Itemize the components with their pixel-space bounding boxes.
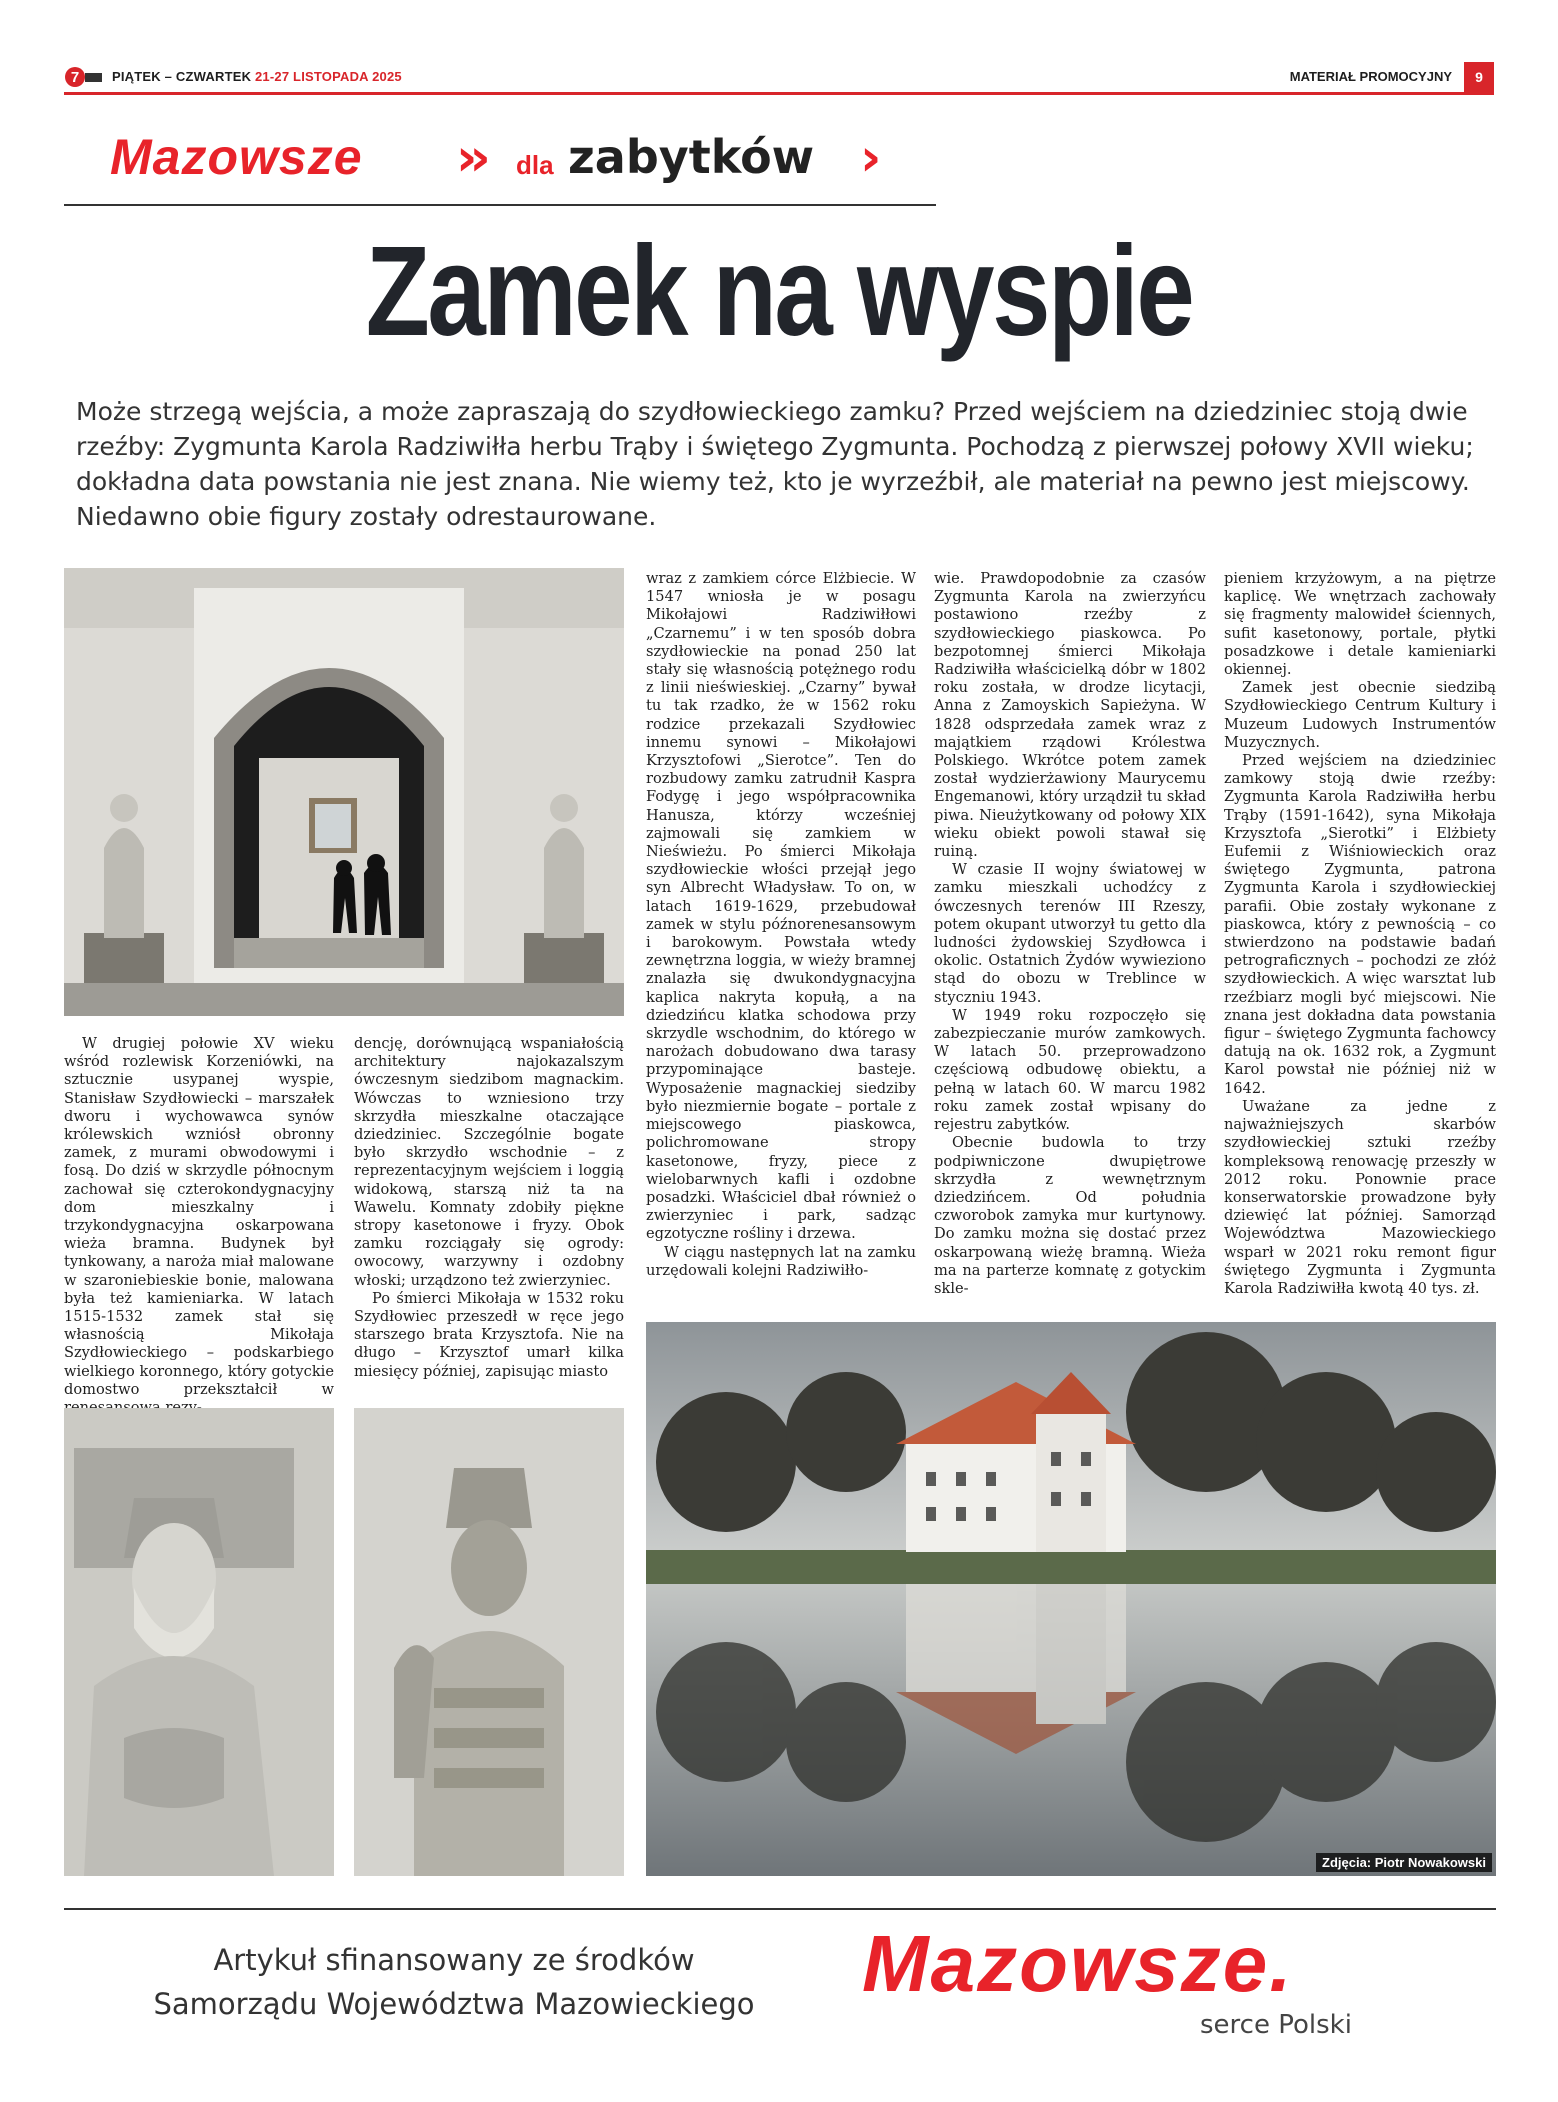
paragraph: pieniem krzyżowym, a na piętrze kaplicę. We wnętrzach zachowały się fragmenty malowideł ściennych, sufit kasetonowy, portale, płytki posadzkowe i detale kamieniarki okiennej.: [1224, 570, 1496, 679]
paragraph: Przed wejściem na dziedziniec zamkowy stoją dwie rzeźby: Zygmunta Karola Radziwiłła herbu Trąby (1591-1642), syna Mikołaja Krzysztofa „Sierotki” i Elżbiety Eufemii z Wiśniowieckich oraz świętego Zygmunta, patrona Zygmunta Karola i szydłowieckiej parafii. Obie zostały wykonane z piaskowca, który z pewnością – co stwierdzono na podstawie badań petrograficznych – pochodzi ze złóż szydłowieckich. A więc warsztat lub rzeźbiarz mogli być miejscowi. Nie znana jest dokładna data powstania figur – świętego Zygmunta fachowcy datują na ok. 1632 rok, a Zygmunt Karol powstał nie później niż w 1642.: [1224, 752, 1496, 1097]
banner-dla: dla: [516, 150, 554, 180]
issue-date: [112, 69, 402, 84]
paragraph: W czasie II wojny światowej w zamku mieszkali uchodźcy z ówczesnych terenów III Rzeszy, potem okupant utworzył tu getto dla ludności żydowskiej Szydłowca i okolic. Ostatnich Żydów wywieziono stąd do obozu w Treblince w styczniu 1943.: [934, 861, 1206, 1006]
article-column-2: [354, 1035, 624, 1381]
paragraph: Obecnie budowla to trzy podpiwniczone dwupiętrowe skrzydła z wewnętrznym dziedzińcem. Od południa czworobok zamyka mur kurtynowy. Do zamku można się dostać przez oskarpowaną wieżę bramną. Wieża ma na parterze komnatę z gotyckim skle-: [934, 1134, 1206, 1297]
paragraph: Uważane za jedne z najważniejszych skarbów szydłowieckiej sztuki rzeźby kompleksową renowację przeszły w 2012 roku. Ponownie prace konserwatorskie prowadzone były dziewięć lat później. Samorząd Województwa Mazowieckiego wsparł w 2021 roku remont figur świętego Zygmunta i Zygmunta Karola Radziwiłła kwotą 40 tys. zł.: [1224, 1097, 1496, 1297]
funding-line-2: Samorządu Województwa Mazowieckiego: [153, 1987, 755, 2021]
statue-radziwill-photo: [64, 1408, 334, 1876]
gate-statues-photo: [64, 568, 624, 1016]
paragraph: Zamek jest obecnie siedzibą Szydłowieckiego Centrum Kultury i Muzeum Ludowych Instrumentów Muzycznych.: [1224, 679, 1496, 751]
paragraph: Po śmierci Mikołaja w 1532 roku Szydłowiec przeszedł w ręce jego starszego brata Krzysztofa. Nie na długo – Krzysztof umarł kilka miesięcy później, zapisując miasto: [354, 1289, 624, 1380]
paragraph: wie. Prawdopodobnie za czasów Zygmunta Karola na zwierzyńcu postawiono rzeźby z szydłowieckiego piaskowca. Po bezpotomnej śmierci Mikołaja Radziwiłła właścicielką dóbr w 1802 roku została, w drodze licytacji, Anna z Zamoyskich Sapieżyna. W 1828 odsprzedała zamek wraz z majątkiem rządowi Królestwa Polskiego. Wkrótce potem zamek został wydzierżawiony Maurycemu Engemanowi, który urządził tu skład piwa. Nieużytkowany od połowy XIX wieku obiekt powoli stawał się ruiną.: [934, 570, 1206, 861]
banner-brand: Mazowsze: [110, 129, 363, 185]
statue-saint-zygmunt-photo: [354, 1408, 624, 1876]
paragraph: wraz z zamkiem córce Elżbiecie. W 1547 wniosła je w posagu Mikołajowi Radziwiłłowi „Czarnemu” i w ten sposób dobra szydłowieckie na ponad 250 lat stały się własnością potężnego rodu z linii nieświeskiej. „Czarny” bywał tu tak rzadko, że w 1562 roku rodzice przekazali Szydłowiec innemu synowi – Mikołajowi Krzysztofowi „Sierotce”. Ten do rozbudowy zamku zatrudnił Kaspra Fodygę i jego współpracownika Hanusza, którzy wcześniej zajmowali się zamkiem w Nieświeżu. Po śmierci Mikołaja szydłowieckie włości przejął jego syn Albrecht Władysław. To on, w latach 1619-1629, przebudował zamek w stylu późnorenesansowym i barokowym. Powstała wtedy zewnętrzna loggia, w wieży bramnej znalazła się dwukondygnacyjna kaplica nakryta kopułą, a na dziedzińcu klatka schodowa przy skrzydle wschodnim, do którego w narożach dobudowano dwa tarasy przypominające basteje. Wyposażenie magnackiej siedziby było niezmiernie bogate – portale z miejscowego piaskowca, polichromowane stropy kasetonowe, fryzy, piece z wielobarwnych kafli i ozdobne posadzki. Właściciel dbał również o zwierzyniec i park, sadząc egzotyczne rośliny i drzewa.: [646, 570, 916, 1243]
issue-date-range: 21-27 LISTOPADA 2025: [255, 69, 402, 84]
page-number: 9: [1464, 62, 1494, 92]
article-column-4: [934, 570, 1206, 1298]
page-header: [64, 66, 1494, 95]
photo-credit: Zdjęcia: Piotr Nowakowski: [1316, 1853, 1492, 1872]
newspaper-logo-icon: [64, 66, 104, 88]
article-column-3: [646, 570, 916, 1280]
banner-chevrons-icon: ››: [456, 128, 483, 188]
issue-days: PIĄTEK – CZWARTEK: [112, 69, 252, 84]
banner-title: zabytków: [568, 130, 815, 184]
article-headline: Zamek na wyspie: [365, 220, 1193, 363]
banner-end-chevron-icon: ›: [860, 128, 882, 188]
paragraph: W 1949 roku rozpoczęło się zabezpieczanie murów zamkowych. W latach 50. przeprowadzono częściową odbudowę obiektu, a pełną w latach 60. W marcu 1982 roku zamek został wpisany do rejestru zabytków.: [934, 1006, 1206, 1134]
article-lead: Może strzegą wejścia, a może zapraszają do szydłowieckiego zamku? Przed wejściem na dziedziniec stoją dwie rzeźby: Zygmunta Karola Radziwiłła herbu Trąby i świętego Zygmunta. Pochodzą z pierwszej połowy XVII wieku; dokładna data powstania nie jest znana. Nie wiemy też, kto je wyrzeźbił, ale materiał na pewno jest miejscowy. Niedawno obie figury zostały odrestaurowane.: [76, 397, 1474, 531]
section-label: MATERIAŁ PROMOCYJNY: [1289, 69, 1452, 84]
paragraph: dencję, dorównującą wspaniałością architektury najokazalszym ówczesnym siedzibom magnackim. Wówczas to wzniesiono trzy skrzydła mieszkalne otaczające dziedziniec. Szczególnie bogate było skrzydło wschodnie – z reprezentacyjnym wejściem i loggią widokową, starszą niż ta na Wawelu. Komnaty zdobiły piękne stropy kasetonowe i fryzy. Obok zamku rozciągały się ogrody: owocowy, warzywny i ozdobny włoski; urządzono też zwierzyniec.: [354, 1035, 624, 1289]
article-column-1: [64, 1035, 334, 1417]
paragraph: W ciągu następnych lat na zamku urzędowali kolejni Radziwiłło-: [646, 1243, 916, 1279]
funding-note: [104, 1938, 804, 2026]
svg-text:7: 7: [70, 69, 80, 86]
funding-line-1: Artykuł sfinansowany ze środków: [213, 1943, 695, 1977]
mazowsze-tagline: serce Polski: [1200, 2010, 1352, 2040]
series-banner: [64, 120, 936, 206]
paragraph: W drugiej połowie XV wieku wśród rozlewisk Korzeniówki, na sztucznie usypanej wyspie, Stanisław Szydłowiecki – marszałek dworu i wychowawca synów królewskich wzniósł obronny zamek, z murami obwodowymi i fosą. Do dziś w skrzydle północnym zachował się czterokondygnacyjny dom mieszkalny i trzykondygnacyjna oskarpowana wieża bramna. Budynek był tynkowany, a naroża miał malowane w szaroniebieskie bonie, malowana była też kamieniarka. W latach 1515-1532 zamek stał się własnością Mikołaja Szydłowieckiego – podskarbiego wielkiego koronnego, który gotyckie domostwo przekształcił w: [64, 1035, 334, 1398]
article-column-5: [1224, 570, 1496, 1298]
castle-reflection-photo: [646, 1322, 1496, 1876]
footer-divider: [64, 1908, 1496, 1910]
mazowsze-logo: Mazowsze.: [862, 1919, 1294, 2008]
